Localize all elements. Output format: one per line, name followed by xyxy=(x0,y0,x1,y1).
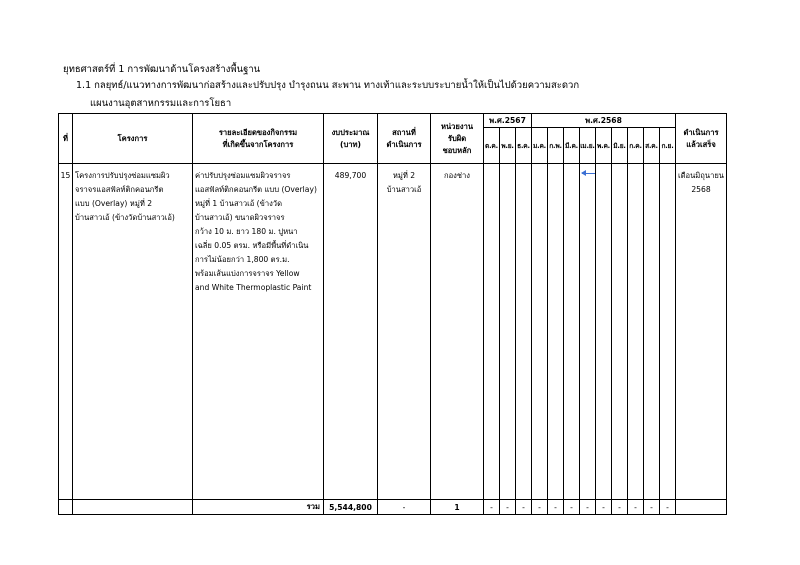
month-header: ต.ค. xyxy=(484,128,500,164)
total-empty-cell xyxy=(73,500,193,515)
col-project-header: โครงการ xyxy=(73,114,193,164)
year-2568-header: พ.ศ.2568 xyxy=(532,114,676,128)
total-month: - xyxy=(548,500,564,515)
row-no: 15 xyxy=(59,164,73,500)
col-details-header xyxy=(193,114,324,164)
total-label: รวม xyxy=(193,500,324,515)
col-completion-header xyxy=(676,114,727,164)
col-no-header: ที่ xyxy=(59,114,73,164)
month-cell xyxy=(596,164,612,500)
month-header: ก.ย. xyxy=(660,128,676,164)
location-line: บ้านสาวเอ้ xyxy=(386,185,422,194)
total-month: - xyxy=(532,500,548,515)
completion-header-line1: ดำเนินการ xyxy=(683,127,719,137)
col-agency-header xyxy=(431,114,484,164)
details-line: กว้าง 10 ม. ยาว 180 ม. ปูหนา xyxy=(195,227,298,236)
total-month: - xyxy=(580,500,596,515)
location-header-line2: ดำเนินการ xyxy=(386,139,422,149)
col-budget-header xyxy=(324,114,378,164)
total-month: - xyxy=(628,500,644,515)
total-month: - xyxy=(564,500,580,515)
month-header: พ.ย. xyxy=(500,128,516,164)
month-header: ก.ค. xyxy=(628,128,644,164)
month-cell xyxy=(484,164,500,500)
completion-header-line2: แล้วเสร็จ xyxy=(686,139,716,149)
total-month: - xyxy=(660,500,676,515)
total-empty-cell xyxy=(59,500,73,515)
row-project xyxy=(73,164,193,500)
total-month: - xyxy=(500,500,516,515)
row-completion xyxy=(676,164,727,500)
total-month: - xyxy=(516,500,532,515)
details-line: เฉลี่ย 0.05 ตรม. หรือมีพื้นที่ดำเนิน xyxy=(195,241,309,250)
details-line: and White Thermoplastic Paint xyxy=(195,283,312,292)
row-location xyxy=(378,164,431,500)
col-location-header xyxy=(378,114,431,164)
agency-header-line1: หน่วยงาน xyxy=(440,121,474,131)
completion-line: 2568 xyxy=(691,185,711,194)
total-month: - xyxy=(484,500,500,515)
details-line: การไม่น้อยกว่า 1,800 ตร.ม. xyxy=(195,255,290,264)
month-cell xyxy=(612,164,628,500)
details-line: บ้านสาวเอ้) ขนาดผิวจราจร xyxy=(195,213,285,222)
agency-header-line2: รับผิด xyxy=(447,133,467,143)
month-cell xyxy=(516,164,532,500)
total-empty-cell xyxy=(676,500,727,515)
month-cell xyxy=(644,164,660,500)
month-cell xyxy=(532,164,548,500)
details-header-line2: ที่เกิดขึ้นจากโครงการ xyxy=(222,139,294,149)
row-details xyxy=(193,164,324,500)
total-month: - xyxy=(644,500,660,515)
project-line: บ้านสาวเอ้ (ข้างวัดบ้านสาวเอ้) xyxy=(75,213,175,222)
project-line: จราจรแอสฟัลท์ติกคอนกรีต xyxy=(75,185,164,194)
month-header: ส.ค. xyxy=(644,128,660,164)
month-cell xyxy=(564,164,580,500)
agency-header-line3: ชอบหลัก xyxy=(442,145,472,155)
month-header: เม.ย. xyxy=(580,128,596,164)
schedule-arrow xyxy=(582,173,596,174)
month-header: ม.ค. xyxy=(532,128,548,164)
year-2567-header: พ.ศ.2567 xyxy=(484,114,532,128)
row-budget: 489,700 xyxy=(324,164,378,500)
details-header-line1: รายละเอียดของกิจกรรม xyxy=(218,127,298,137)
budget-header-line1: งบประมาณ xyxy=(331,127,370,137)
table-row xyxy=(59,164,727,500)
total-agency: 1 xyxy=(431,500,484,515)
tactic-heading: 1.1 กลยุทธ์/แนวทางการพัฒนาก่อสร้างและปรับปรุง บำรุงถนน สะพาน ทางเท้าและระบบระบายน้ำให้เป็นไปด้วยความสะดวก xyxy=(76,80,580,91)
month-cell xyxy=(660,164,676,500)
project-table xyxy=(58,113,727,515)
month-cell xyxy=(628,164,644,500)
month-header: มิ.ย. xyxy=(612,128,628,164)
total-row xyxy=(59,500,727,515)
month-cell xyxy=(500,164,516,500)
project-line: โครงการปรับปรุงซ่อมแซมผิว xyxy=(75,171,170,180)
month-header: มี.ค. xyxy=(564,128,580,164)
month-cell-schedule xyxy=(580,164,596,500)
total-budget: 5,544,800 xyxy=(324,500,378,515)
project-line: แบบ (Overlay) หมู่ที่ 2 xyxy=(75,199,153,208)
details-line: ค่าปรับปรุงซ่อมแซมผิวจราจร xyxy=(195,171,291,180)
month-header: ธ.ค. xyxy=(516,128,532,164)
strategy-heading: ยุทธศาสตร์ที่ 1 การพัฒนาด้านโครงสร้างพื้นฐาน xyxy=(63,64,261,75)
location-header-line1: สถานที่ xyxy=(392,127,416,137)
month-cell xyxy=(548,164,564,500)
details-line: แอสฟัลท์ติกคอนกรีต แบบ (Overlay) xyxy=(195,185,317,194)
total-location: - xyxy=(378,500,431,515)
details-line: หมู่ที่ 1 บ้านสาวเอ้ (ข้างวัด xyxy=(195,199,283,208)
plan-heading: แผนงานอุตสาหกรรมและการโยธา xyxy=(90,98,232,109)
month-header: ก.พ. xyxy=(548,128,564,164)
total-month: - xyxy=(596,500,612,515)
location-line: หมู่ที่ 2 xyxy=(392,171,416,180)
month-header: พ.ค. xyxy=(596,128,612,164)
budget-header-line2: (บาท) xyxy=(339,139,362,149)
total-month: - xyxy=(612,500,628,515)
row-agency: กองช่าง xyxy=(431,164,484,500)
completion-line: เดือนมิถุนายน xyxy=(678,171,724,180)
details-line: พร้อมเส้นแบ่งการจราจร Yellow xyxy=(195,269,300,278)
